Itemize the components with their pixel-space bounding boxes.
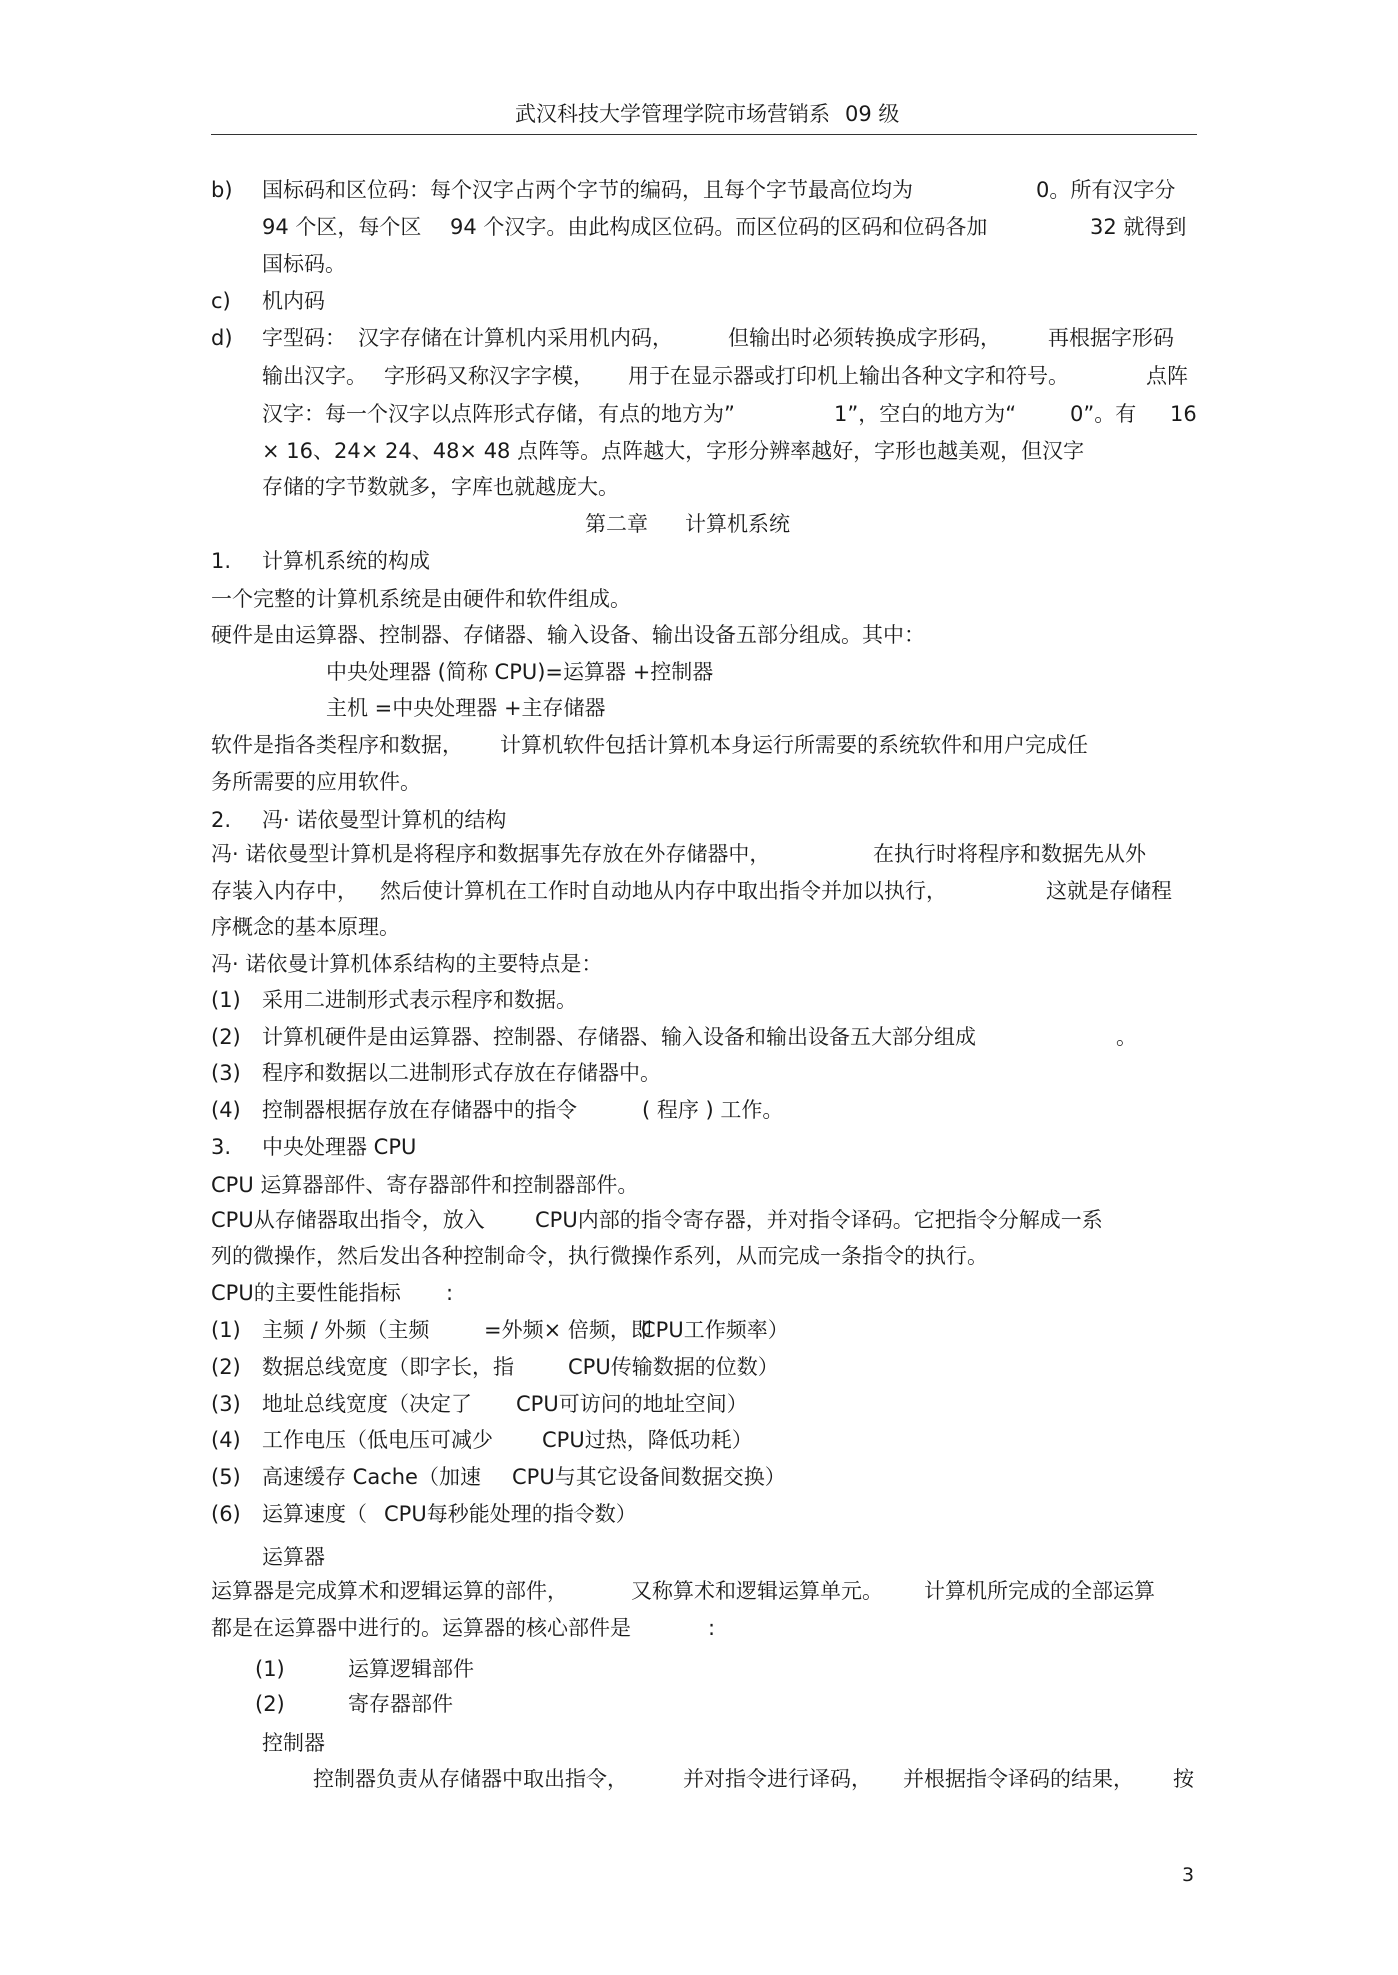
- formula-cpu: 中央处理器 (简称 CPU)=运算器 +控制器: [326, 660, 714, 684]
- section-1-p1: 一个完整的计算机系统是由硬件和软件组成。: [211, 587, 631, 611]
- section-b-line1: 国标码和区位码：每个汉字占两个字节的编码，且每个字节最高位均为: [262, 178, 913, 202]
- section-3-p1: CPU 运算器部件、寄存器部件和控制器部件。: [211, 1173, 639, 1197]
- list-marker-b: b): [211, 178, 233, 202]
- section-b-line3: 国标码。: [262, 252, 346, 276]
- section-2-number: 2.: [211, 808, 232, 832]
- feature-number: (2): [211, 1025, 241, 1049]
- alu-p1c: 计算机所完成的全部运算: [924, 1579, 1155, 1603]
- section-b-line2b: 94 个汉字。由此构成区位码。而区位码的区码和位码各加: [450, 215, 988, 239]
- section-b-line2a: 94 个区，每个区: [262, 215, 422, 239]
- chapter-heading-a: 第二章: [585, 512, 648, 536]
- cu-p1a: 控制器负责从存储器中取出指令，: [313, 1767, 628, 1791]
- alu-p1a: 运算器是完成算术和逻辑运算的部件，: [211, 1579, 568, 1603]
- section-2-p2a: 存装入内存中，: [211, 879, 358, 903]
- section-3-p2a: CPU从存储器取出指令，放入: [211, 1208, 485, 1232]
- perf-text: CPU传输数据的位数）: [568, 1355, 779, 1379]
- cu-title: 控制器: [262, 1731, 325, 1755]
- formula-host: 主机 =中央处理器 +主存储器: [326, 696, 606, 720]
- perf-number: (2): [211, 1355, 241, 1379]
- perf-text: 地址总线宽度（决定了: [262, 1392, 472, 1416]
- section-3-p3: 列的微操作，然后发出各种控制命令，执行微操作系列，从而完成一条指令的执行。: [211, 1244, 988, 1268]
- section-1-p3c: 务所需要的应用软件。: [211, 770, 421, 794]
- section-2-p1a: 冯· 诺依曼型计算机是将程序和数据事先存放在外存储器中，: [211, 842, 771, 866]
- cu-p1d: 按: [1173, 1767, 1194, 1791]
- perf-text: CPU与其它设备间数据交换）: [512, 1465, 786, 1489]
- section-1-p3b: 计算机软件包括计算机本身运行所需要的系统软件和用户完成任: [500, 733, 1088, 757]
- perf-number: (5): [211, 1465, 241, 1489]
- section-3-number: 3.: [211, 1135, 232, 1159]
- perf-text: CPU可访问的地址空间）: [516, 1392, 748, 1416]
- feature-text: 计算机硬件是由运算器、控制器、存储器、输入设备和输出设备五大部分组成: [262, 1025, 976, 1049]
- feature-text-end: ( 程序 ) 工作。: [642, 1098, 784, 1122]
- section-2-p2b: 然后使计算机在工作时自动地从内存中取出指令并加以执行，: [380, 879, 947, 903]
- perf-number: (1): [211, 1318, 241, 1342]
- perf-text: 主频 / 外频（主频: [262, 1318, 430, 1342]
- perf-number: (4): [211, 1428, 241, 1452]
- perf-number: (3): [211, 1392, 241, 1416]
- section-b-line2c: 32 就得到: [1090, 215, 1187, 239]
- section-1-p2: 硬件是由运算器、控制器、存储器、输入设备、输出设备五部分组成。其中：: [211, 623, 925, 647]
- section-d-l2c: 用于在显示器或打印机上输出各种文字和符号。: [628, 364, 1069, 388]
- feature-number: (4): [211, 1098, 241, 1122]
- header-title: 武汉科技大学管理学院市场营销系: [515, 102, 830, 126]
- list-marker-c: c): [211, 289, 231, 313]
- section-d-l3b: 1”，空白的地方为“: [834, 402, 1017, 426]
- section-d-l2d: 点阵: [1146, 364, 1188, 388]
- section-2-intro: 冯· 诺依曼计算机体系结构的主要特点是：: [211, 952, 603, 976]
- section-2-p3: 序概念的基本原理。: [211, 915, 400, 939]
- perf-text: CPU过热，降低功耗）: [542, 1428, 753, 1452]
- list-marker-d: d): [211, 326, 233, 350]
- section-d-l1a: 字型码：: [262, 326, 346, 350]
- alu-item-text: 寄存器部件: [348, 1692, 453, 1716]
- perf-number: (6): [211, 1502, 241, 1526]
- alu-title: 运算器: [262, 1545, 325, 1569]
- cu-p1c: 并根据指令译码的结果，: [903, 1767, 1134, 1791]
- section-d-l3d: 16: [1170, 402, 1197, 426]
- feature-text: 控制器根据存放在存储器中的指令: [262, 1098, 577, 1122]
- chapter-heading-b: 计算机系统: [685, 512, 790, 536]
- feature-text-end: 。: [1116, 1025, 1137, 1049]
- perf-text: 高速缓存 Cache（加速: [262, 1465, 481, 1489]
- section-b-line1-end: 0。所有汉字分: [1036, 178, 1176, 202]
- alu-item-number: (2): [255, 1692, 285, 1716]
- perf-text: CPU工作频率）: [641, 1318, 789, 1342]
- section-d-l1c: 但输出时必须转换成字形码，: [728, 326, 1001, 350]
- perf-title: CPU的主要性能指标: [211, 1281, 401, 1305]
- section-3-p2b: CPU内部的指令寄存器，并对指令译码。它把指令分解成一系: [535, 1208, 1103, 1232]
- perf-text: 工作电压（低电压可减少: [262, 1428, 493, 1452]
- section-2-p2c: 这就是存储程: [1046, 879, 1172, 903]
- page-number: 3: [1182, 1864, 1195, 1886]
- section-c-text: 机内码: [262, 289, 325, 313]
- section-3-title: 中央处理器 CPU: [262, 1135, 417, 1159]
- alu-p1b: 又称算术和逻辑运算单元。: [631, 1579, 883, 1603]
- section-d-l1b: 汉字存储在计算机内采用机内码，: [358, 326, 673, 350]
- section-d-l2b: 字形码又称汉字字模，: [384, 364, 594, 388]
- perf-text: =外频× 倍频，即: [484, 1318, 652, 1342]
- feature-number: (3): [211, 1061, 241, 1085]
- perf-title-colon: :: [446, 1281, 454, 1305]
- perf-text: 数据总线宽度（即字长，指: [262, 1355, 514, 1379]
- section-1-title: 计算机系统的构成: [262, 549, 430, 573]
- section-d-l1d: 再根据字形码: [1048, 326, 1174, 350]
- section-1-number: 1.: [211, 549, 232, 573]
- alu-p2b: :: [708, 1616, 716, 1640]
- perf-text: 运算速度（: [262, 1502, 367, 1526]
- perf-text: CPU每秒能处理的指令数）: [384, 1502, 637, 1526]
- feature-number: (1): [211, 988, 241, 1012]
- section-1-p3a: 软件是指各类程序和数据，: [211, 733, 463, 757]
- feature-text: 程序和数据以二进制形式存放在存储器中。: [262, 1061, 661, 1085]
- header-rule: [211, 134, 1197, 135]
- section-2-title: 冯· 诺依曼型计算机的结构: [262, 808, 507, 832]
- section-d-l4: × 16、24× 24、48× 48 点阵等。点阵越大，字形分辨率越好，字形也越美观，但汉字: [262, 439, 1085, 463]
- section-d-l2a: 输出汉字。: [262, 364, 367, 388]
- alu-p2a: 都是在运算器中进行的。运算器的核心部件是: [211, 1616, 631, 1640]
- section-2-p1b: 在执行时将程序和数据先从外: [873, 842, 1146, 866]
- section-d-l5: 存储的字节数就多，字库也就越庞大。: [262, 475, 619, 499]
- alu-item-text: 运算逻辑部件: [348, 1657, 474, 1681]
- section-d-l3a: 汉字：每一个汉字以点阵形式存储，有点的地方为”: [262, 402, 735, 426]
- cu-p1b: 并对指令进行译码，: [683, 1767, 872, 1791]
- alu-item-number: (1): [255, 1657, 285, 1681]
- section-d-l3c: 0”。有: [1070, 402, 1137, 426]
- feature-text: 采用二进制形式表示程序和数据。: [262, 988, 577, 1012]
- header-grade: 09 级: [845, 102, 900, 126]
